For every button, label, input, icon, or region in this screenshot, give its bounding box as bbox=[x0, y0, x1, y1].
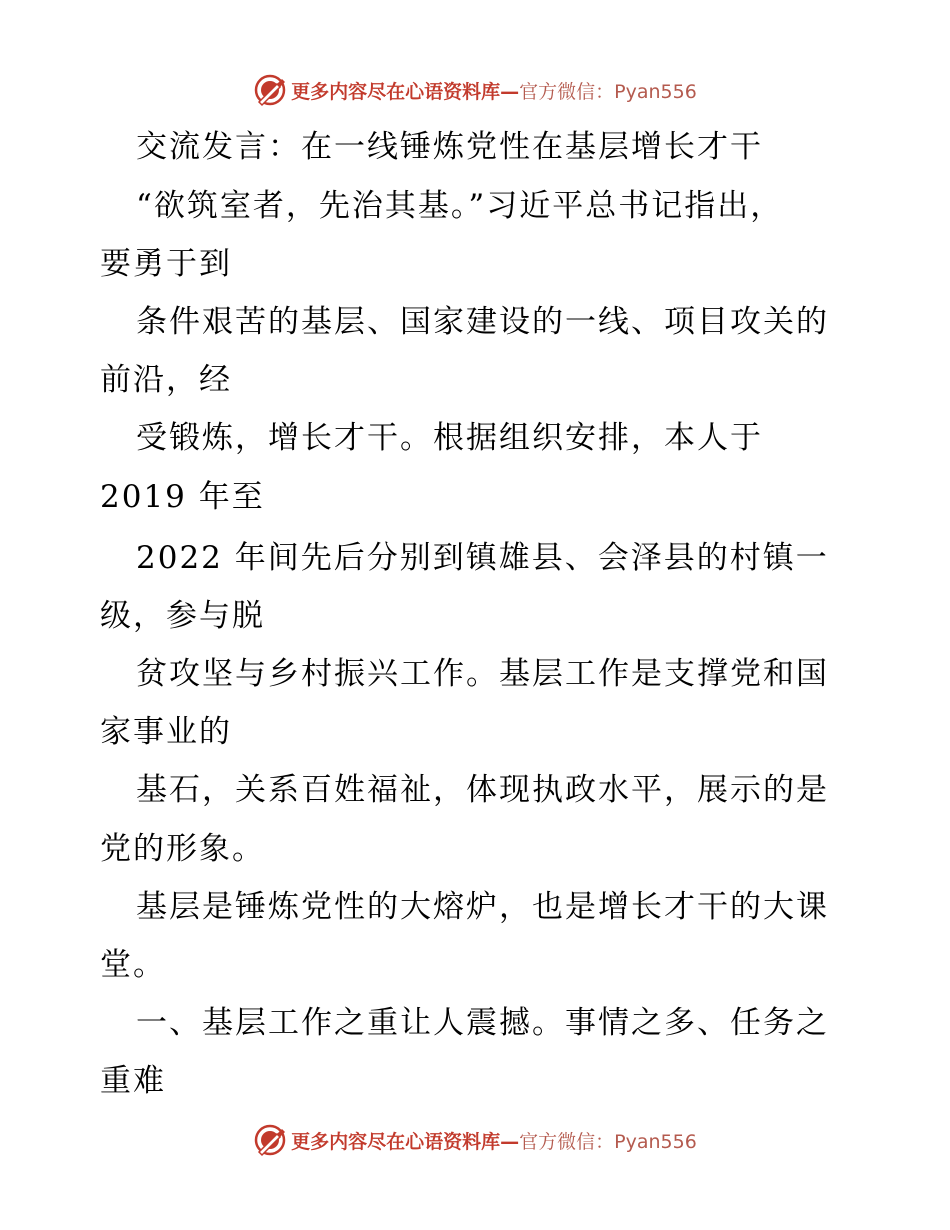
pen-logo-icon bbox=[253, 1123, 287, 1157]
paragraph-line: “欲筑室者，先治其基。”习近平总书记指出， bbox=[136, 188, 784, 224]
paragraph-line: 条件艰苦的基层、国家建设的一线、项目攻关的 bbox=[136, 304, 829, 340]
footer-banner bbox=[0, 1120, 950, 1160]
document-title: 交流发言：在一线锤炼党性在基层增长才干 bbox=[136, 129, 763, 165]
paragraph-line: 家事业的 bbox=[100, 714, 232, 750]
section-heading: 一、基层工作之重让人震撼。事情之多、任务之 bbox=[136, 1005, 829, 1041]
paragraph-line: 党的形象。 bbox=[100, 831, 265, 867]
paragraph-line: 级，参与脱 bbox=[100, 598, 265, 634]
paragraph-line: 受锻炼，增长才干。根据组织安排，本人于 bbox=[136, 420, 763, 456]
paragraph-line: 前沿，经 bbox=[100, 362, 232, 398]
paragraph-line: 基层是锤炼党性的大熔炉，也是增长才干的大课 bbox=[136, 889, 829, 925]
header-site-text: 更多内容尽在心语资料库— bbox=[291, 80, 520, 103]
paragraph-line: 要勇于到 bbox=[100, 246, 232, 282]
paragraph-line: 2019 年至 bbox=[100, 479, 265, 515]
footer-wechat-text: 官方微信：Pyan556 bbox=[519, 1130, 697, 1153]
paragraph-line: 堂。 bbox=[100, 947, 166, 983]
header-wechat-text: 官方微信：Pyan556 bbox=[519, 80, 697, 103]
paragraph-line: 2022 年间先后分别到镇雄县、会泽县的村镇一 bbox=[136, 540, 829, 576]
footer-banner-text bbox=[291, 1127, 697, 1154]
paragraph-line: 重难 bbox=[100, 1063, 166, 1099]
paragraph-line: 基石，关系百姓福祉，体现执政水平，展示的是 bbox=[136, 772, 829, 808]
footer-site-text: 更多内容尽在心语资料库— bbox=[291, 1130, 520, 1153]
paragraph-line: 贫攻坚与乡村振兴工作。基层工作是支撑党和国 bbox=[136, 656, 829, 692]
